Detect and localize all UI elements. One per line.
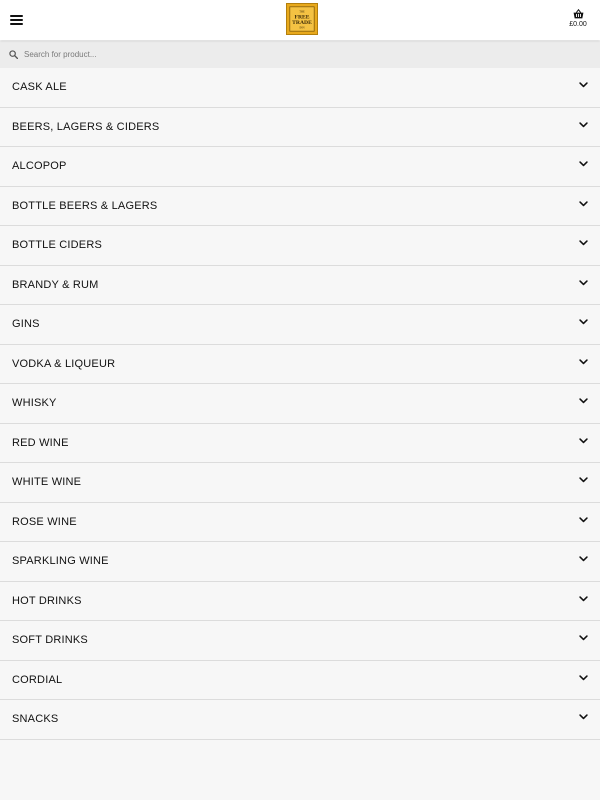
category-label: WHITE WINE: [12, 476, 82, 489]
category-item[interactable]: [0, 503, 600, 543]
search-input[interactable]: [24, 45, 584, 64]
chevron-down-icon[interactable]: [579, 517, 588, 523]
category-item[interactable]: [0, 424, 600, 464]
category-label: SOFT DRINKS: [12, 634, 88, 647]
category-item[interactable]: [0, 226, 600, 266]
category-item[interactable]: [0, 305, 600, 345]
category-item[interactable]: [0, 700, 600, 740]
menu-line: [10, 19, 23, 21]
cart-button[interactable]: [564, 9, 592, 29]
chevron-down-icon[interactable]: [579, 280, 588, 286]
hamburger-menu-icon[interactable]: [10, 14, 23, 26]
category-item[interactable]: [0, 187, 600, 227]
category-label: WHISKY: [12, 397, 57, 410]
category-item[interactable]: [0, 68, 600, 108]
category-list: [0, 68, 600, 740]
category-label: VODKA & LIQUEUR: [12, 357, 116, 370]
chevron-down-icon[interactable]: [579, 438, 588, 444]
category-item[interactable]: [0, 542, 600, 582]
chevron-down-icon[interactable]: [579, 596, 588, 602]
logo-line: INN: [299, 25, 305, 30]
category-label: SNACKS: [12, 713, 59, 726]
search-icon[interactable]: [9, 50, 18, 59]
chevron-down-icon[interactable]: [579, 122, 588, 128]
category-label: BOTTLE BEERS & LAGERS: [12, 199, 158, 212]
chevron-down-icon[interactable]: [579, 556, 588, 562]
chevron-down-icon[interactable]: [579, 477, 588, 483]
category-item[interactable]: [0, 582, 600, 622]
category-label: ROSE WINE: [12, 515, 77, 528]
chevron-down-icon[interactable]: [579, 319, 588, 325]
chevron-down-icon[interactable]: [579, 201, 588, 207]
free-trade-inn-logo[interactable]: [286, 3, 318, 35]
category-label: BEERS, LAGERS & CIDERS: [12, 120, 160, 133]
top-bar: [0, 0, 600, 40]
category-label: BOTTLE CIDERS: [12, 239, 103, 252]
chevron-down-icon[interactable]: [579, 675, 588, 681]
chevron-down-icon[interactable]: [579, 359, 588, 365]
category-label: CORDIAL: [12, 673, 63, 686]
chevron-down-icon[interactable]: [579, 398, 588, 404]
category-item[interactable]: [0, 266, 600, 306]
category-label: HOT DRINKS: [12, 594, 82, 607]
category-item[interactable]: [0, 345, 600, 385]
chevron-down-icon[interactable]: [579, 240, 588, 246]
category-item[interactable]: [0, 147, 600, 187]
chevron-down-icon[interactable]: [579, 714, 588, 720]
category-item[interactable]: [0, 108, 600, 148]
logo-line: THE: [299, 9, 305, 14]
category-item[interactable]: [0, 621, 600, 661]
category-item[interactable]: [0, 384, 600, 424]
basket-icon: [573, 9, 584, 19]
menu-line: [10, 15, 23, 17]
menu-line: [10, 23, 23, 25]
chevron-down-icon[interactable]: [579, 635, 588, 641]
chevron-down-icon[interactable]: [579, 161, 588, 167]
search-bar: [0, 41, 600, 69]
category-label: CASK ALE: [12, 81, 67, 94]
category-label: GINS: [12, 318, 40, 331]
category-label: BRANDY & RUM: [12, 278, 99, 291]
logo-line: TRADE: [292, 20, 312, 27]
category-label: SPARKLING WINE: [12, 555, 109, 568]
logo-line: FREE: [294, 14, 310, 21]
category-item[interactable]: [0, 661, 600, 701]
cart-total: £0.00: [569, 21, 587, 28]
logo-badge: [287, 4, 317, 34]
category-label: ALCOPOP: [12, 160, 67, 173]
category-item[interactable]: [0, 463, 600, 503]
chevron-down-icon[interactable]: [579, 82, 588, 88]
category-label: RED WINE: [12, 436, 69, 449]
